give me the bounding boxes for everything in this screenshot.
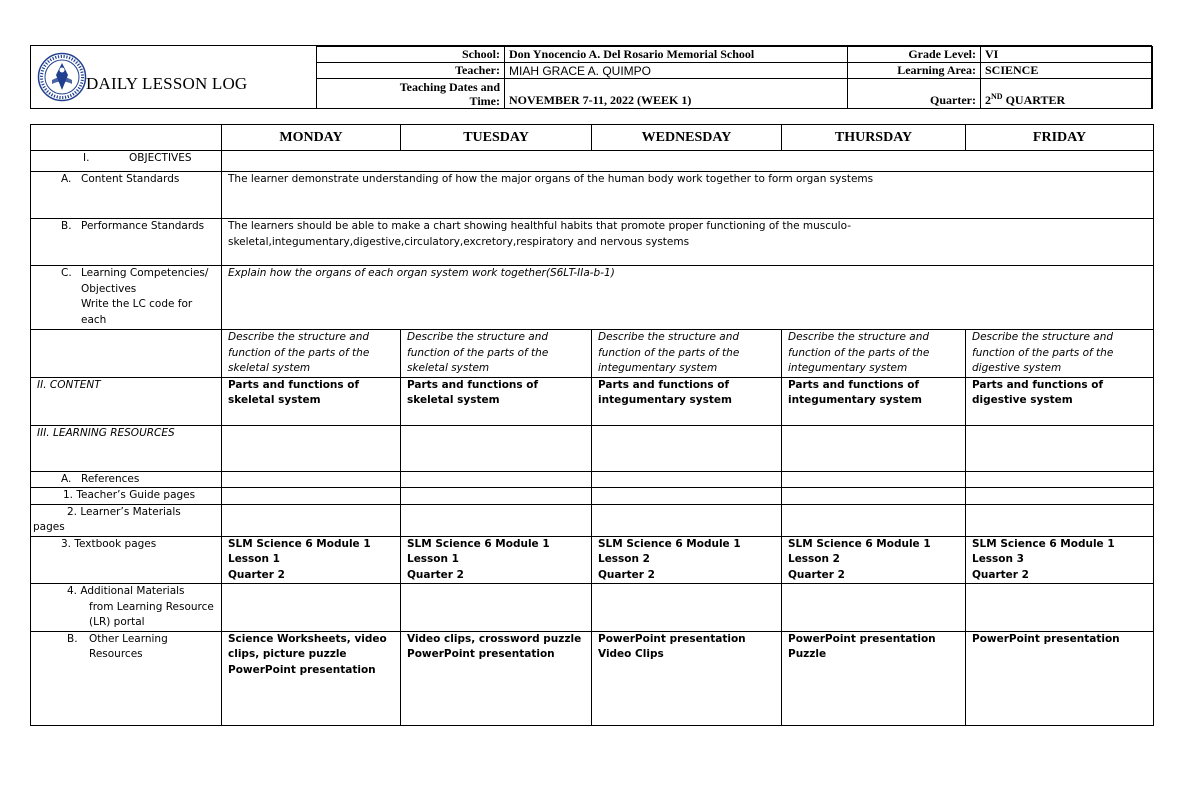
- daily-objective-thursday: Describe the structure and function of the parts of the integumentary system: [782, 330, 966, 378]
- school-label: School:: [317, 47, 505, 63]
- resources-cell-2: [401, 425, 592, 471]
- other-monday-line-3: PowerPoint presentation: [228, 663, 376, 676]
- days-header-row: [31, 125, 1154, 151]
- textbook-label: 3. Textbook pages: [31, 536, 222, 584]
- content-friday: Parts and functions of digestive system: [966, 377, 1154, 425]
- textbook-friday: [966, 536, 1154, 584]
- additional-materials-cell: [31, 584, 222, 632]
- other-resources-tuesday: [401, 631, 592, 725]
- content-monday: Parts and functions of skeletal system: [222, 377, 401, 425]
- teachers-guide-cell-1: [222, 488, 401, 505]
- day-monday: MONDAY: [222, 125, 401, 151]
- competencies-cell: [31, 266, 222, 330]
- other-resources-text-1: Other Learning: [89, 632, 168, 645]
- textbook-wednesday-module: SLM Science 6 Module 1: [598, 537, 741, 550]
- textbook-friday-module: SLM Science 6 Module 1: [972, 537, 1115, 550]
- teachers-guide-cell-5: [966, 488, 1154, 505]
- daily-objective-monday: Describe the structure and function of the parts of the skeletal system: [222, 330, 401, 378]
- learners-materials-line-1: 2. Learner’s Materials: [67, 505, 181, 518]
- references-cell-3: [592, 471, 782, 488]
- deped-seal-icon: [37, 52, 87, 102]
- competencies-letter: C.: [61, 267, 72, 279]
- competencies-line-1: [61, 266, 215, 282]
- competencies-text-3: Write the LC code for: [81, 298, 193, 310]
- teachers-guide-cell-2: [401, 488, 592, 505]
- additional-cell-3: [592, 584, 782, 632]
- performance-standards-text: [222, 219, 1154, 266]
- objectives-heading: [31, 151, 222, 172]
- other-resources-letter: B.: [67, 632, 78, 645]
- teacher-label: Teacher:: [317, 63, 505, 79]
- textbook-monday: [222, 536, 401, 584]
- competencies-row: [31, 266, 1154, 330]
- teachers-guide-cell-4: [782, 488, 966, 505]
- learning-resources-row: [31, 425, 1154, 471]
- area-value: SCIENCE: [981, 63, 1153, 79]
- textbook-tuesday: [401, 536, 592, 584]
- content-standards-text: The learner demonstrate understanding of how the major organs of the human body work together to form organ systems: [222, 172, 1154, 219]
- grade-value: VI: [981, 47, 1153, 63]
- references-cell-4: [782, 471, 966, 488]
- other-friday-line-1: PowerPoint presentation: [972, 632, 1120, 645]
- performance-standards-cell: [31, 219, 222, 266]
- dates-value: NOVEMBER 7-11, 2022 (WEEK 1): [505, 79, 848, 109]
- other-thursday-line-2: Puzzle: [788, 648, 827, 660]
- performance-standards-line-2: skeletal,integumentary,digestive,circulatory,excretory,respiratory and nervous systems: [228, 235, 690, 248]
- resources-cell-5: [966, 425, 1154, 471]
- textbook-tuesday-lesson: Lesson 1: [407, 553, 459, 565]
- textbook-wednesday-lesson: Lesson 2: [598, 553, 650, 565]
- day-wednesday: WEDNESDAY: [592, 125, 782, 151]
- day-friday: FRIDAY: [966, 125, 1154, 151]
- learners-materials-cell-1: [222, 504, 401, 536]
- dates-label-line-1: Teaching Dates and: [399, 80, 500, 94]
- other-wednesday-line-2: Video Clips: [598, 648, 664, 660]
- dates-label: [317, 79, 505, 109]
- competencies-text: Explain how the organs of each organ system work together(S6LT-IIa-b-1): [222, 266, 1154, 330]
- textbook-wednesday: [592, 536, 782, 584]
- textbook-wednesday-quarter: Quarter 2: [598, 568, 655, 581]
- other-resources-cell: [31, 631, 222, 725]
- other-resources-text-2: Resources: [89, 648, 143, 660]
- quarter-value: 2ND QUARTER: [981, 79, 1153, 109]
- competencies-text-4: each: [81, 313, 107, 326]
- objectives-blank: [222, 151, 1154, 172]
- dates-label-line-2: Time:: [469, 94, 500, 108]
- other-resources-monday: [222, 631, 401, 725]
- area-label: Learning Area:: [848, 63, 981, 79]
- teachers-guide-row: [31, 488, 1154, 505]
- performance-standards-row: [31, 219, 1154, 266]
- references-cell: [31, 471, 222, 488]
- other-resources-friday: [966, 631, 1154, 725]
- textbook-friday-lesson: Lesson 3: [972, 553, 1024, 565]
- content-standards-label: Content Standards: [81, 173, 180, 185]
- learning-resources-heading: III. LEARNING RESOURCES: [31, 425, 222, 471]
- resources-cell-1: [222, 425, 401, 471]
- content-heading: II. CONTENT: [31, 377, 222, 425]
- content-tuesday: Parts and functions of skeletal system: [401, 377, 592, 425]
- competencies-text-1: Learning Competencies/: [81, 267, 209, 279]
- learners-materials-cell: [31, 504, 222, 536]
- textbook-monday-quarter: Quarter 2: [228, 568, 285, 581]
- references-cell-1: [222, 471, 401, 488]
- textbook-row: [31, 536, 1154, 584]
- references-letter: A.: [61, 472, 72, 485]
- additional-cell-1: [222, 584, 401, 632]
- content-standards-row: [31, 172, 1154, 219]
- other-resources-line-1: [37, 632, 215, 648]
- performance-standards-line-1: The learners should be able to make a chart showing healthful habits that promote proper functioning of the musculo-: [228, 220, 852, 232]
- resources-cell-4: [782, 425, 966, 471]
- learners-materials-row: [31, 504, 1154, 536]
- daily-objectives-blank: [31, 330, 222, 378]
- additional-cell-4: [782, 584, 966, 632]
- learners-materials-cell-4: [782, 504, 966, 536]
- resources-cell-3: [592, 425, 782, 471]
- other-tuesday-line-1: Video clips, crossword puzzle: [407, 632, 582, 645]
- lesson-log-header: [30, 45, 1152, 109]
- teachers-guide-label: 1. Teacher’s Guide pages: [31, 488, 222, 505]
- competencies-text-2: Objectives: [81, 282, 137, 295]
- other-wednesday-line-1: PowerPoint presentation: [598, 632, 746, 645]
- content-wednesday: Parts and functions of integumentary system: [592, 377, 782, 425]
- info-table: [316, 46, 1153, 109]
- day-thursday: THURSDAY: [782, 125, 966, 151]
- content-row: [31, 377, 1154, 425]
- corner-cell: [31, 125, 222, 151]
- textbook-monday-lesson: Lesson 1: [228, 553, 280, 565]
- other-resources-wednesday: [592, 631, 782, 725]
- additional-materials-row: [31, 584, 1154, 632]
- textbook-thursday: [782, 536, 966, 584]
- additional-cell-5: [966, 584, 1154, 632]
- references-row: [31, 471, 1154, 488]
- additional-materials-line-2: from Learning Resource: [89, 600, 214, 613]
- textbook-tuesday-module: SLM Science 6 Module 1: [407, 537, 550, 550]
- other-monday-line-2: clips, picture puzzle: [228, 648, 347, 660]
- school-value: Don Ynocencio A. Del Rosario Memorial School: [505, 47, 848, 63]
- other-tuesday-line-2: PowerPoint presentation: [407, 648, 555, 660]
- other-monday-line-1: Science Worksheets, video: [228, 632, 387, 645]
- textbook-thursday-quarter: Quarter 2: [788, 568, 845, 581]
- other-resources-thursday: [782, 631, 966, 725]
- textbook-thursday-lesson: Lesson 2: [788, 553, 840, 565]
- learners-materials-line-2: pages: [33, 521, 65, 533]
- objectives-label: OBJECTIVES: [129, 152, 192, 164]
- logo-box: [31, 46, 317, 108]
- textbook-monday-module: SLM Science 6 Module 1: [228, 537, 371, 550]
- additional-materials-line-3: (LR) portal: [89, 616, 145, 628]
- other-thursday-line-1: PowerPoint presentation: [788, 632, 936, 645]
- textbook-tuesday-quarter: Quarter 2: [407, 568, 464, 581]
- textbook-thursday-module: SLM Science 6 Module 1: [788, 537, 931, 550]
- grade-label: Grade Level:: [848, 47, 981, 63]
- teacher-value: MIAH GRACE A. QUIMPO: [505, 63, 848, 79]
- day-tuesday: TUESDAY: [401, 125, 592, 151]
- content-standards-letter: A.: [61, 173, 72, 185]
- daily-objectives-row: [31, 330, 1154, 378]
- teachers-guide-cell-3: [592, 488, 782, 505]
- document-title: DAILY LESSON LOG: [86, 74, 248, 93]
- objectives-row: [31, 151, 1154, 172]
- daily-objective-tuesday: Describe the structure and function of the parts of the skeletal system: [401, 330, 592, 378]
- content-standards-cell: [31, 172, 222, 219]
- other-resources-row: [31, 631, 1154, 725]
- additional-cell-2: [401, 584, 592, 632]
- additional-materials-line-1: 4. Additional Materials: [67, 585, 185, 597]
- references-label: References: [81, 472, 140, 485]
- lesson-plan-table: [30, 124, 1154, 726]
- learners-materials-cell-5: [966, 504, 1154, 536]
- content-thursday: Parts and functions of integumentary system: [782, 377, 966, 425]
- quarter-label: Quarter:: [848, 79, 981, 109]
- references-cell-5: [966, 471, 1154, 488]
- learners-materials-cell-2: [401, 504, 592, 536]
- daily-objective-friday: Describe the structure and function of the parts of the digestive system: [966, 330, 1154, 378]
- objectives-number: I.: [83, 152, 90, 164]
- references-cell-2: [401, 471, 592, 488]
- performance-standards-letter: B.: [61, 220, 72, 232]
- daily-objective-wednesday: Describe the structure and function of the parts of the integumentary system: [592, 330, 782, 378]
- performance-standards-label: Performance Standards: [81, 220, 205, 232]
- learners-materials-cell-3: [592, 504, 782, 536]
- textbook-friday-quarter: Quarter 2: [972, 568, 1029, 581]
